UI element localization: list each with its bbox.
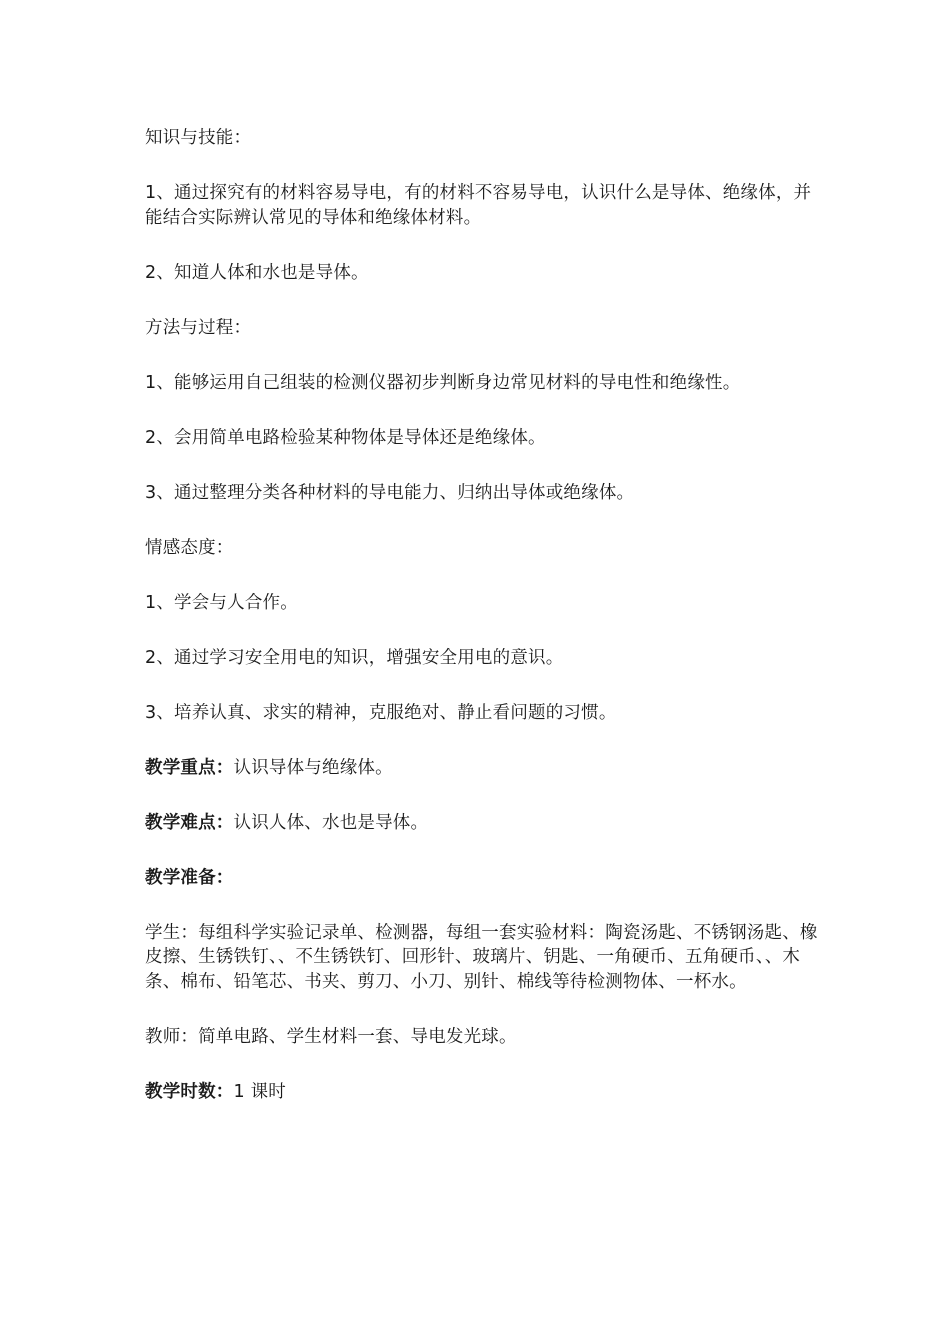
key-point-text: 认识导体与绝缘体。 <box>233 757 393 778</box>
duration-paragraph <box>145 1080 825 1105</box>
difficulty-paragraph <box>145 811 825 836</box>
method-process-heading: 方法与过程： <box>145 317 252 338</box>
difficulty-text: 认识人体、水也是导体。 <box>233 812 429 833</box>
preparation-label: 教学准备： <box>145 867 234 888</box>
attitude-heading: 情感态度： <box>145 537 234 558</box>
preparation-teacher: 教师：简单电路、学生材料一套、导电发光球。 <box>145 1026 517 1047</box>
knowledge-skills-heading: 知识与技能： <box>145 128 252 148</box>
attitude-item-2: 2、通过学习安全用电的知识，增强安全用电的意识。 <box>145 647 564 668</box>
key-point-label: 教学重点： <box>145 757 234 778</box>
duration-label: 教学时数： <box>145 1081 234 1102</box>
method-item-2: 2、会用简单电路检验某种物体是导体还是绝缘体。 <box>145 427 546 448</box>
attitude-item-3: 3、培养认真、求实的精神，克服绝对、静止看问题的习惯。 <box>145 702 617 723</box>
difficulty-label: 教学难点： <box>145 812 234 833</box>
method-item-3: 3、通过整理分类各种材料的导电能力、归纳出导体或绝缘体。 <box>145 482 635 503</box>
attitude-item-1: 1、学会与人合作。 <box>145 592 298 613</box>
key-point-paragraph <box>145 756 825 781</box>
method-item-1: 1、能够运用自己组装的检测仪器初步判断身边常见材料的导电性和绝缘性。 <box>145 372 741 393</box>
preparation-students: 学生：每组科学实验记录单、检测器，每组一套实验材料：陶瓷汤匙、不锈钢汤匙、橡皮擦、生锈铁钉、、不生锈铁钉、回形针、玻璃片、钥匙、一角硬币、五角硬币、、木条、棉布、铅笔芯、书夹、剪刀、小刀、别针、棉线等待检测物体、一杯水。 <box>145 922 818 992</box>
document-body <box>145 126 825 1135</box>
knowledge-item-1: 1、通过探究有的材料容易导电，有的材料不容易导电，认识什么是导体、绝缘体，并能结合实际辨认常见的导体和绝缘体材料。 <box>145 183 812 228</box>
knowledge-item-2: 2、知道人体和水也是导体。 <box>145 262 369 283</box>
preparation-heading <box>145 866 825 891</box>
duration-text: 1 课时 <box>233 1081 286 1102</box>
